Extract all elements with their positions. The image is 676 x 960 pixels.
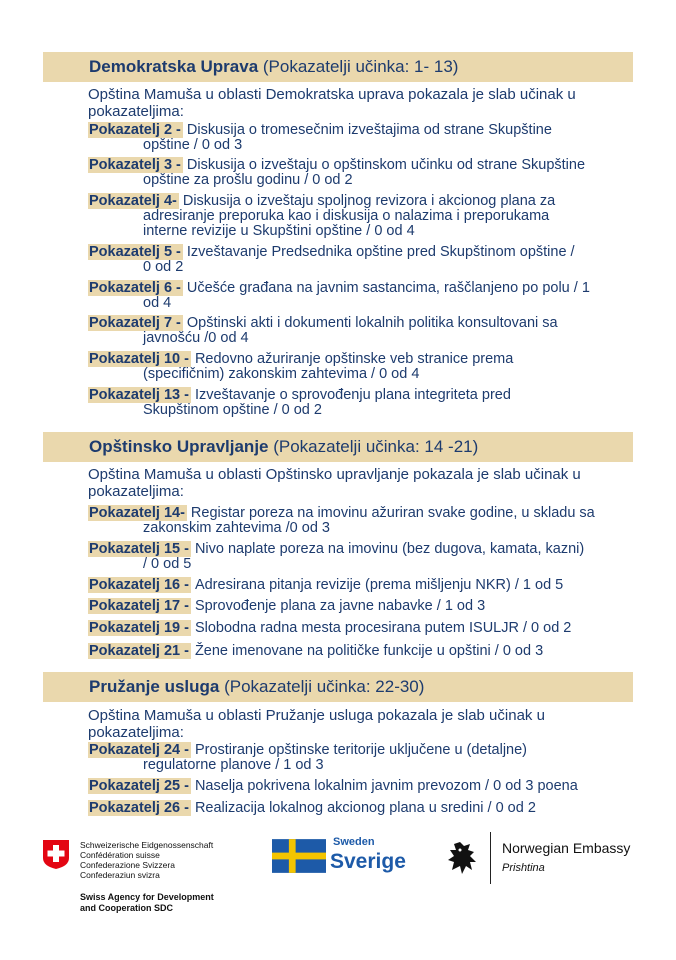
indicator-26: Pokazatelj 26 - Realizacija lokalnog akcionog plana u sredini / 0 od 2 — [89, 800, 536, 816]
indicator-25: Pokazatelj 25 - Naselja pokrivena lokalnim javnim prevozom / 0 od 3 poena — [89, 778, 578, 794]
indicator-label: Pokazatelj 16 - — [89, 577, 189, 593]
section-title: Opštinsko Upravljanje (Pokazatelji učinka: 14 -21) — [89, 437, 479, 456]
indicator-label: Pokazatelj 15 - — [89, 541, 189, 557]
indicator-6: Pokazatelj 6 - Učešće građana na javnim sastancima, raščlanjeno po polu / 1 od 4 — [89, 280, 590, 311]
divider — [490, 832, 491, 884]
indicator-label: Pokazatelj 14- — [89, 505, 185, 521]
sponsor-logos — [0, 828, 676, 928]
indicator-label: Pokazatelj 2 - — [89, 122, 181, 138]
sweden-flag-icon — [272, 838, 326, 874]
indicator-24: Pokazatelj 24 - Prostiranje opštinske teritorije uključene u (detaljne) regulatorne planove / 1 od 3 — [89, 742, 527, 773]
indicator-17: Pokazatelj 17 - Sprovođenje plana za javne nabavke / 1 od 3 — [89, 598, 486, 614]
section-intro: Opština Mamuša u oblasti Pružanje usluga pokazala je slab učinak u pokazateljima: — [88, 707, 545, 741]
indicator-label: Pokazatelj 10 - — [89, 351, 189, 367]
sweden-label: Sweden — [333, 836, 375, 848]
section-intro: Opština Mamuša u oblasti Opštinsko upravljanje pokazala je slab učinak u pokazateljima: — [88, 466, 581, 500]
indicator-label: Pokazatelj 25 - — [89, 778, 189, 794]
section-title: Pružanje usluga (Pokazatelji učinka: 22-30) — [89, 677, 425, 696]
swiss-flag-icon — [40, 838, 72, 870]
indicator-label: Pokazatelj 6 - — [89, 280, 181, 296]
indicator-19: Pokazatelj 19 - Slobodna radna mesta procesirana putem ISULJR / 0 od 2 — [89, 620, 572, 636]
indicator-label: Pokazatelj 17 - — [89, 598, 189, 614]
swiss-sdc-text: Swiss Agency for Development and Cooperation SDC — [80, 892, 214, 913]
indicator-7: Pokazatelj 7 - Opštinski akti i dokumenti lokalnih politika konsultovani sa javnošću /0 od 4 — [89, 315, 558, 346]
indicator-5: Pokazatelj 5 - Izveštavanje Predsednika opštine pred Skupštinom opštine / 0 od 2 — [89, 244, 575, 275]
indicator-label: Pokazatelj 13 - — [89, 387, 189, 403]
indicator-4: Pokazatelj 4- Diskusija o izveštaju spoljnog revizora i akcionog plana za adresiranje preporuka kao i diskusija o nalazima i preporukama interne revizije u Skupštini opštine / 0 od 4 — [89, 193, 556, 239]
indicator-10: Pokazatelj 10 - Redovno ažuriranje opštinske veb stranice prema (specifičnim) zakonskim zahtevima / 0 od 4 — [89, 351, 514, 382]
section-header-demokratska-uprava — [43, 52, 633, 82]
section-header-pruzanje-usluga — [43, 672, 633, 702]
indicator-label: Pokazatelj 26 - — [89, 800, 189, 816]
indicator-label: Pokazatelj 3 - — [89, 157, 181, 173]
prishtina-label: Prishtina — [502, 862, 545, 874]
indicator-label: Pokazatelj 24 - — [89, 742, 189, 758]
indicator-label: Pokazatelj 21 - — [89, 643, 189, 659]
indicator-label: Pokazatelj 19 - — [89, 620, 189, 636]
section-intro: Opština Mamuša u oblasti Demokratska uprava pokazala je slab učinak u pokazateljima: — [88, 86, 576, 120]
indicator-label: Pokazatelj 7 - — [89, 315, 181, 331]
section-header-opstinsko-upravljanje — [43, 432, 633, 462]
norwegian-embassy-label: Norwegian Embassy — [502, 840, 631, 856]
indicator-15: Pokazatelj 15 - Nivo naplate poreza na imovinu (bez dugova, kamata, kazni) / 0 od 5 — [89, 541, 585, 572]
sverige-label: Sverige — [330, 850, 406, 873]
indicator-21: Pokazatelj 21 - Žene imenovane na političke funkcije u opštini / 0 od 3 — [89, 643, 544, 659]
indicator-label: Pokazatelj 4- — [89, 193, 177, 209]
swiss-confederation-text: Schweizerische Eidgenossenschaft Confédération suisse Confederazione Svizzera Confederaziun svizra — [80, 840, 214, 880]
indicator-label: Pokazatelj 5 - — [89, 244, 181, 260]
indicator-13: Pokazatelj 13 - Izveštavanje o sprovođenju plana integriteta pred Skupštinom opštine / 0 od 2 — [89, 387, 511, 418]
section-title: Demokratska Uprava (Pokazatelji učinka: 1- 13) — [89, 57, 459, 76]
indicator-14: Pokazatelj 14- Registar poreza na imovinu ažuriran svake godine, u skladu sa zakonskim zahtevima /0 od 3 — [89, 505, 595, 536]
indicator-3: Pokazatelj 3 - Diskusija o izveštaju o opštinskom učinku od strane Skupštine opštine za prošlu godinu / 0 od 2 — [89, 157, 586, 188]
indicator-2: Pokazatelj 2 - Diskusija o tromesečnim izveštajima od strane Skupštine opštine / 0 od 3 — [89, 122, 552, 153]
norwegian-lion-icon — [446, 840, 480, 876]
indicator-16: Pokazatelj 16 - Adresirana pitanja revizije (prema mišljenju NKR) / 1 od 5 — [89, 577, 564, 593]
